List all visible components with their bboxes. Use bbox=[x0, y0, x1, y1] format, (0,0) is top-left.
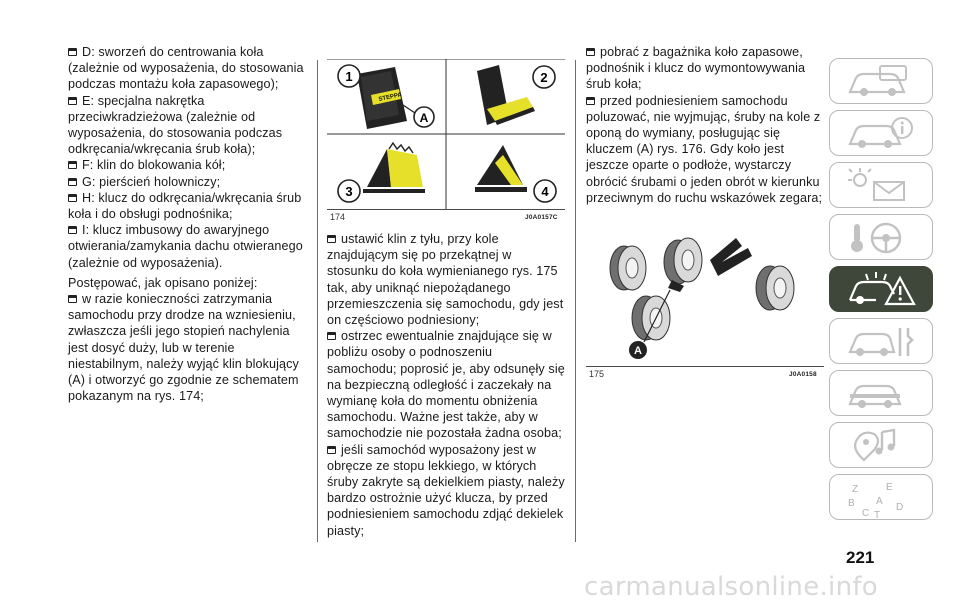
bullet-item: ostrzec ewentualnie znajdujące się w pobliżu osoby o podnoszeniu samochodu; poprosić je, aby odsunęły się na bezpieczną odległość i zaczekały na wymianę koła do momentu obniżenia samochodu. Ważne jest także, aby w samochodzie nie pozostała żadna osoba; bbox=[327, 329, 565, 441]
tire-rear-right-chocked bbox=[664, 238, 702, 292]
figure-174-image bbox=[327, 59, 565, 209]
index-letter-b: B bbox=[848, 498, 855, 509]
bullet-item: F: klin do blokowania kół; bbox=[68, 157, 306, 173]
callout-2: 2 bbox=[540, 70, 548, 85]
callout-3: 3 bbox=[345, 184, 353, 199]
car-dashboard-icon bbox=[846, 64, 918, 100]
right-column bbox=[586, 44, 824, 206]
car-breakdown-warning-icon bbox=[846, 272, 918, 308]
bullet-item: w razie konieczności zatrzymania samochodu przy drodze na wzniesieniu, zwłaszcza jeśli jego stopień nachylenia jest dosyć duży, lub w terenie niestabilnym, należy wyjąć klin blokujący (A) i otworzyć go zgodnie ze schematem pokazanym na rys. 174; bbox=[68, 291, 306, 404]
car-service-tools-icon bbox=[846, 324, 918, 360]
bullet-item: I: klucz imbusowy do awaryjnego otwierania/zamykania dachu otwieranego (zależnie od wyposażenia). bbox=[68, 222, 306, 271]
chock-brand-label: STEPPA bbox=[378, 92, 403, 103]
figure-175-caption: 175 bbox=[589, 369, 605, 379]
bullet-item: G: pierścień holowniczy; bbox=[68, 174, 306, 190]
watermark: carmanualsonline.info bbox=[584, 572, 879, 602]
tab-servicing[interactable] bbox=[829, 318, 933, 364]
index-letter-a: A bbox=[876, 496, 883, 507]
index-letter-t: T bbox=[874, 510, 881, 520]
index-letter-z: Z bbox=[852, 484, 859, 495]
figure-175-code: J0A0158 bbox=[789, 371, 817, 378]
middle-column bbox=[327, 231, 565, 539]
bullet-item: ustawić klin z tyłu, przy kole znajdującym się po przekątnej w stosunku do koła wymienianego rys. 175 tak, aby uniknąć niepożądanego przemieszczenia się samochodu, gdy jest on częściowo podniesiony; bbox=[327, 232, 564, 328]
figure-175 bbox=[586, 220, 824, 366]
multimedia-icon bbox=[846, 428, 918, 464]
key-steering-wheel-icon bbox=[846, 220, 918, 256]
alphabetical-index-icon bbox=[846, 480, 918, 520]
paragraph: Postępować, jak opisano poniżej: bbox=[68, 275, 258, 290]
figure-174-rule bbox=[327, 209, 565, 210]
tire-rear-left bbox=[610, 246, 646, 290]
bullet-item: jeśli samochód wyposażony jest w obręcze ze stopu lekkiego, w których śruby zakryte są dekielkiem piasty, należy bardzo ostrożnie użyć klucza, by przed podniesieniem samochodu zdjąć dekielek piasty; bbox=[327, 442, 565, 538]
figure-174-caption: 174 bbox=[330, 212, 346, 222]
tab-safety[interactable] bbox=[829, 110, 933, 156]
wheel-chock-set bbox=[475, 145, 527, 192]
bullet-item: pobrać z bagażnika koło zapasowe, podnośnik i klucz do wymontowywania śrub koła; bbox=[586, 44, 824, 93]
bullet-item: E: specjalna nakrętka przeciwkradzieżowa (zależnie od wyposażenia, do stosowania podczas odkręcania/wkręcania śrub koła); bbox=[68, 93, 306, 158]
car-info-icon bbox=[846, 116, 918, 152]
callout-1: 1 bbox=[345, 69, 353, 84]
bullet-item: D: sworzeń do centrowania koła (zależnie od wyposażenia, do stosowania podczas montażu koła zapasowego); bbox=[68, 44, 306, 93]
tire-front-right bbox=[756, 266, 794, 310]
bullet-item: przed podniesieniem samochodu poluzować, nie wyjmując, śruby na kole z oponą do wymiany, posługując się kluczem (A) rys. 176. Gdy koło jest jeszcze oparte o podłoże, wystarczy obrócić śrubami o jeden obrót w kierunku przeciwnym do ruchu wskazówek zegara; bbox=[586, 93, 823, 205]
warning-lights-message-icon bbox=[846, 168, 918, 204]
figure-175-rule bbox=[586, 366, 824, 367]
figure-175-image bbox=[586, 220, 824, 366]
tab-index[interactable] bbox=[829, 474, 933, 520]
index-letter-d: D bbox=[896, 502, 904, 513]
index-letter-c: C bbox=[862, 508, 870, 519]
tab-getting-to-know[interactable] bbox=[829, 58, 933, 104]
figure-174 bbox=[327, 59, 565, 209]
tab-warning-lights[interactable] bbox=[829, 162, 933, 208]
index-letter-e: E bbox=[886, 482, 893, 493]
tab-starting-driving[interactable] bbox=[829, 214, 933, 260]
callout-4: 4 bbox=[541, 184, 549, 199]
car-specs-icon bbox=[846, 376, 918, 412]
page-number: 221 bbox=[846, 548, 875, 567]
figure-174-code: J0A0157C bbox=[525, 214, 558, 221]
bullet-item: H: klucz do odkręcania/wkręcania śrub koła i do obsługi podnośnika; bbox=[68, 190, 306, 222]
wheel-chock-opening bbox=[477, 65, 535, 125]
tab-in-an-emergency[interactable] bbox=[829, 266, 933, 312]
wheel-chock-open bbox=[363, 143, 425, 193]
left-column bbox=[68, 44, 306, 404]
tab-multimedia[interactable] bbox=[829, 422, 933, 468]
tab-technical-data[interactable] bbox=[829, 370, 933, 416]
callout-a: A bbox=[419, 111, 429, 125]
column-divider-left bbox=[317, 60, 318, 542]
callout-a-175: A bbox=[634, 345, 642, 357]
column-divider-right bbox=[575, 60, 576, 542]
pointer-arrow bbox=[710, 238, 752, 276]
